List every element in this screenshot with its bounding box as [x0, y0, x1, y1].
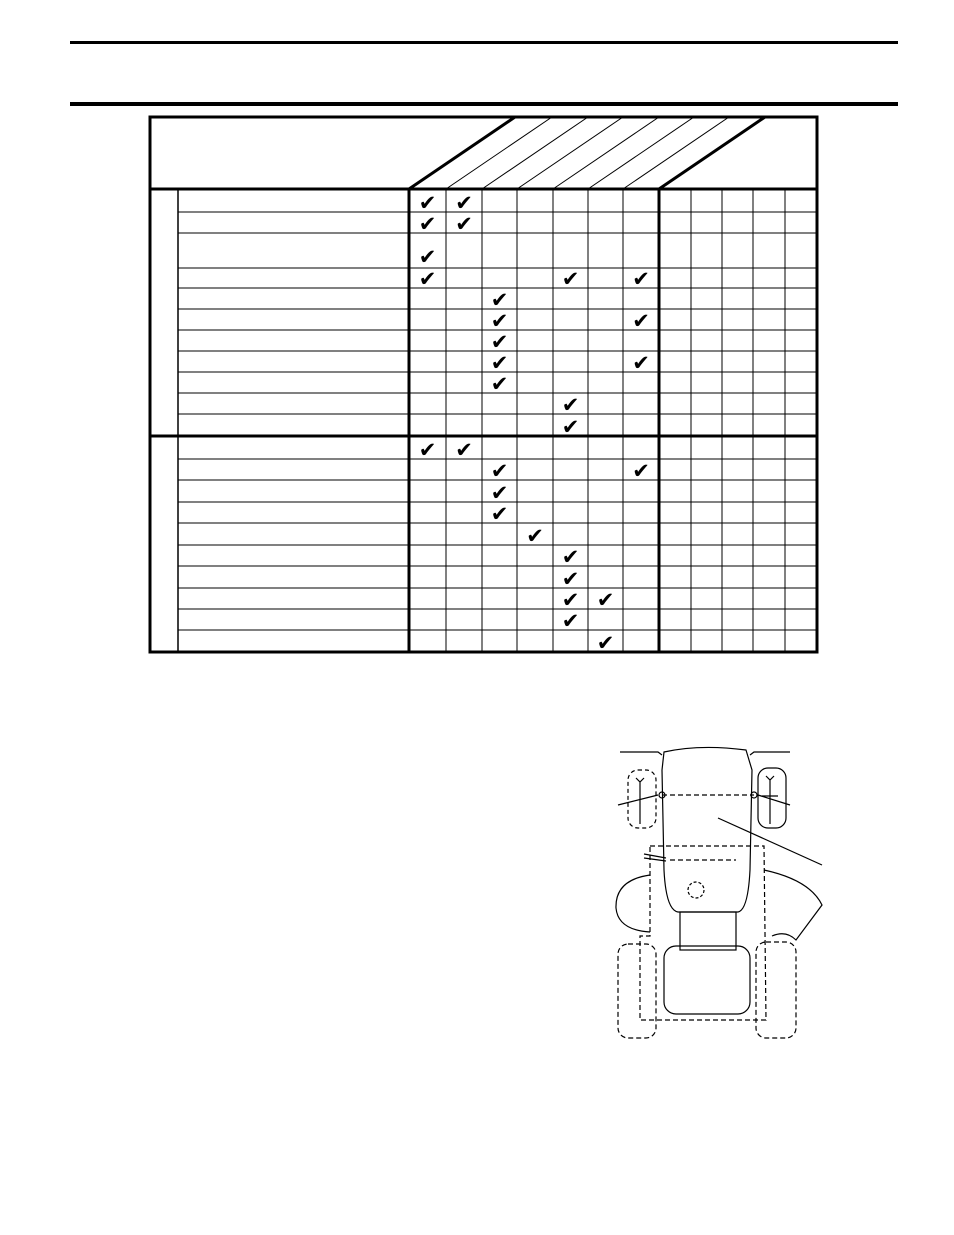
slant-column-line — [553, 117, 659, 189]
rear-right-wheel — [756, 942, 796, 1038]
check-mark: ✔ — [596, 631, 615, 655]
check-mark: ✔ — [490, 372, 509, 396]
interval-header-slant — [409, 117, 765, 189]
check-mark: ✔ — [418, 212, 437, 236]
check-mark: ✔ — [632, 267, 650, 291]
check-mark: ✔ — [455, 438, 473, 462]
slant-column-line — [588, 117, 694, 189]
slant-right-edge — [659, 117, 765, 189]
check-mark: ✔ — [490, 309, 509, 333]
check-mark: ✔ — [455, 191, 473, 215]
checks-layer — [419, 191, 650, 655]
check-mark: ✔ — [561, 609, 580, 633]
callout-line-hood — [718, 818, 822, 865]
seat — [664, 946, 750, 1014]
steering-shaft — [688, 882, 704, 898]
check-mark: ✔ — [561, 545, 580, 569]
front-right-wheel — [758, 768, 786, 828]
rear-left-wheel — [618, 944, 656, 1038]
seat-column — [680, 912, 736, 950]
callout-line-left — [618, 795, 658, 805]
check-mark: ✔ — [561, 588, 580, 612]
tractor-top-view-diagram — [600, 740, 830, 1050]
check-mark: ✔ — [418, 438, 437, 462]
check-mark: ✔ — [561, 267, 580, 291]
left-axle-mark — [636, 778, 644, 824]
slant-column-line — [517, 117, 623, 189]
hood-outline — [662, 747, 752, 912]
check-mark: ✔ — [490, 351, 509, 375]
check-mark: ✔ — [490, 481, 509, 505]
left-deck-bulge — [616, 875, 650, 932]
discharge-chute — [764, 870, 822, 940]
schedule-outer-border — [150, 117, 817, 652]
check-mark: ✔ — [455, 212, 473, 236]
check-mark: ✔ — [561, 415, 580, 439]
schedule-grid — [150, 117, 817, 652]
check-mark: ✔ — [418, 191, 437, 215]
check-mark: ✔ — [418, 267, 437, 291]
check-mark: ✔ — [490, 288, 509, 312]
check-mark: ✔ — [632, 459, 650, 483]
check-mark: ✔ — [596, 588, 615, 612]
check-mark: ✔ — [561, 393, 580, 417]
check-mark: ✔ — [526, 524, 544, 548]
check-mark: ✔ — [561, 567, 580, 591]
lever-handle — [644, 854, 666, 861]
frame-outline — [620, 752, 790, 755]
check-mark: ✔ — [490, 459, 509, 483]
check-mark: ✔ — [490, 502, 509, 526]
check-mark: ✔ — [632, 309, 650, 333]
check-mark: ✔ — [418, 245, 437, 269]
mower-deck-outline — [640, 846, 766, 1020]
check-mark: ✔ — [632, 351, 650, 375]
check-mark: ✔ — [490, 330, 509, 354]
